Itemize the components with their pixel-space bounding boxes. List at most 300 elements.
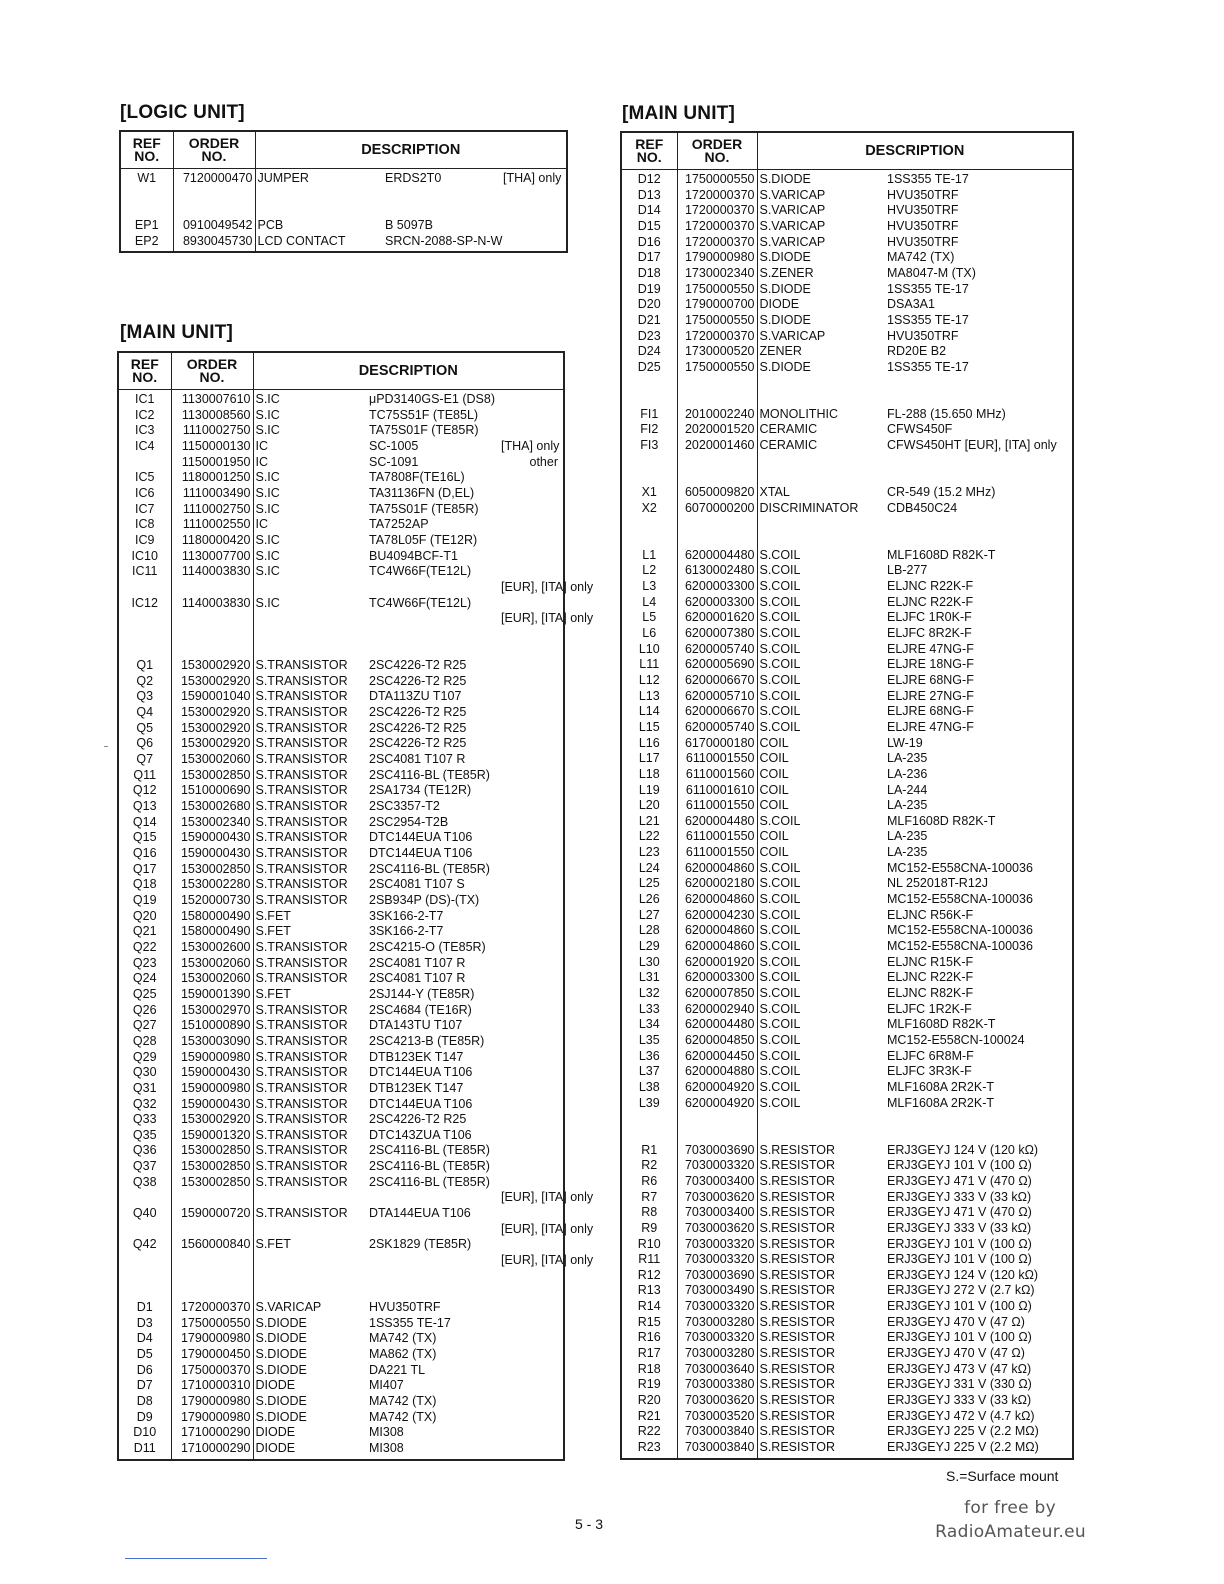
part-model-cell: MLF1608D R82K-T [887, 1017, 996, 1032]
order-no-cell: 1130007700 [171, 549, 253, 565]
part-note-cell [501, 658, 564, 674]
part-model-cell [385, 202, 503, 218]
part-model-cell: MA742 (TX) [369, 1331, 437, 1346]
ref-no-cell: L6 [621, 626, 677, 642]
order-no-cell: 1590000720 [171, 1206, 253, 1222]
part-type-cell: DISCRIMINATOR [759, 500, 859, 515]
part-model-cell: HVU350TRF [887, 328, 959, 343]
part-type-cell: S.TRANSISTOR [255, 1033, 348, 1048]
table-row [118, 721, 564, 737]
part-type-cell: S.RESISTOR [759, 1142, 835, 1157]
part-type-cell: S.TRANSISTOR [255, 1065, 348, 1080]
table-row [120, 218, 567, 234]
order-no-cell: 1530002340 [171, 815, 253, 831]
table-row [118, 862, 564, 878]
table-row [118, 1347, 564, 1363]
ref-no-cell: Q13 [118, 799, 171, 815]
ref-no-cell: L21 [621, 814, 677, 830]
table-row [621, 313, 1073, 329]
ref-no-cell [621, 469, 677, 485]
part-model-cell: ERJ3GEYJ 470 V (47 Ω) [887, 1314, 1025, 1329]
table-row [118, 909, 564, 925]
table-row [621, 1283, 1073, 1299]
part-type-cell: S.TRANSISTOR [255, 846, 348, 860]
part-note-cell [501, 736, 564, 752]
ref-no-cell [118, 580, 171, 596]
order-no-cell: 6200005740 [677, 720, 757, 736]
order-no-cell: 1530002920 [171, 658, 253, 674]
ref-no-cell: Q24 [118, 971, 171, 987]
ref-no-cell: IC6 [118, 486, 171, 502]
ref-no-cell: L36 [621, 1049, 677, 1065]
part-note-cell [501, 783, 564, 799]
ref-no-cell: FI2 [621, 422, 677, 438]
table-row [120, 202, 567, 218]
order-no-cell: 6200002180 [677, 876, 757, 892]
ref-no-cell: R9 [621, 1221, 677, 1237]
ref-no-cell: Q28 [118, 1034, 171, 1050]
part-type-cell: S.FET [255, 1237, 291, 1252]
ref-no-cell [621, 1127, 677, 1143]
order-no-cell: 1790000700 [677, 297, 757, 313]
part-type-cell: COIL [759, 829, 789, 844]
ref-no-cell [118, 642, 171, 658]
order-no-cell: 6200001620 [677, 610, 757, 626]
order-no-cell: 6200007380 [677, 626, 757, 642]
part-model-cell: LB-277 [887, 563, 928, 578]
part-type-cell: LCD CONTACT [257, 233, 346, 248]
table-row [621, 1096, 1073, 1112]
ref-no-cell [120, 187, 173, 203]
part-model-cell: TA7252AP [369, 517, 429, 532]
order-no-cell: 1530002920 [171, 1112, 253, 1128]
table-row [621, 751, 1073, 767]
part-model-cell: ERJ3GEYJ 124 V (120 kΩ) [887, 1142, 1039, 1157]
part-note-cell [501, 1175, 564, 1191]
table-row [118, 1331, 564, 1347]
part-type-cell: S.TRANSISTOR [255, 720, 348, 735]
part-note-cell [501, 799, 564, 815]
part-note-cell [501, 909, 564, 925]
part-note-cell [501, 1441, 564, 1460]
table-row [118, 1112, 564, 1128]
part-type-cell: S.IC [255, 548, 280, 563]
ref-no-cell: Q42 [118, 1237, 171, 1253]
part-type-cell [253, 1269, 369, 1285]
table-row [118, 940, 564, 956]
part-model-cell: ERJ3GEYJ 470 V (47 Ω) [887, 1346, 1025, 1361]
table-row [621, 1033, 1073, 1049]
part-type-cell: S.FET [255, 986, 291, 1001]
part-note-cell [501, 1269, 564, 1285]
part-note-cell [501, 564, 564, 580]
order-no-cell: 1150000130 [171, 439, 253, 455]
ref-no-cell: X2 [621, 501, 677, 517]
part-type-cell: S.COIL [759, 657, 801, 672]
table-row [118, 674, 564, 690]
ref-no-cell: L32 [621, 986, 677, 1002]
part-model-cell: MC152-E558CNA-100036 [887, 860, 1033, 875]
part-type-cell: S.COIL [759, 860, 801, 875]
part-type-cell: S.COIL [759, 594, 801, 609]
order-no-cell: 7030003320 [677, 1299, 757, 1315]
order-no-cell: 1750000550 [677, 313, 757, 329]
part-type-cell [253, 1253, 369, 1269]
ref-no-cell: L17 [621, 751, 677, 767]
part-model-cell [887, 1127, 1073, 1143]
part-type-cell: JUMPER [257, 171, 309, 185]
order-no-cell: 6110001550 [677, 829, 757, 845]
table-row [118, 642, 564, 658]
part-model-cell: DA221 TL [369, 1362, 426, 1377]
table-row [118, 1269, 564, 1285]
order-no-cell: 1750000370 [171, 1363, 253, 1379]
part-type-cell [253, 1222, 369, 1238]
part-model-cell: TA7808F(TE16L) [369, 470, 465, 485]
order-no-cell: 1720000370 [677, 219, 757, 235]
ref-no-cell: IC1 [118, 390, 171, 408]
order-no-cell: 6200004920 [677, 1080, 757, 1096]
part-model-cell: MA742 (TX) [369, 1393, 437, 1408]
table-row [621, 438, 1073, 454]
ref-no-cell: L20 [621, 798, 677, 814]
part-model-cell: 2SA1734 (TE12R) [369, 783, 472, 798]
order-no-cell: 1790000980 [677, 250, 757, 266]
ref-no-cell: D20 [621, 297, 677, 313]
order-no-cell: 7030003320 [677, 1237, 757, 1253]
part-model-cell: 2SC4226-T2 R25 [369, 705, 467, 720]
table-row [118, 1222, 564, 1238]
part-note-cell [501, 1206, 564, 1222]
table-row [621, 1393, 1073, 1409]
part-model-cell: ERJ3GEYJ 225 V (2.2 MΩ) [887, 1424, 1039, 1439]
ref-no-cell: L30 [621, 955, 677, 971]
part-model-cell: HVU350TRF [887, 187, 959, 202]
part-type-cell [757, 1111, 887, 1127]
part-note-cell [501, 971, 564, 987]
ref-no-cell [621, 391, 677, 407]
part-type-cell: S.COIL [759, 970, 801, 985]
order-no-cell: 1580000490 [171, 909, 253, 925]
table-row [621, 1205, 1073, 1221]
order-no-cell: 1750000550 [677, 170, 757, 188]
order-no-cell: 1710000290 [171, 1441, 253, 1460]
ref-no-cell: L39 [621, 1096, 677, 1112]
part-type-cell: S.COIL [759, 641, 801, 656]
part-note-cell [501, 1347, 564, 1363]
part-model-cell: 1SS355 TE-17 [369, 1315, 451, 1330]
ref-no-cell [118, 1253, 171, 1269]
table-row [118, 1128, 564, 1144]
table-row [118, 752, 564, 768]
part-type-cell: S.TRANSISTOR [255, 877, 348, 892]
table-row [621, 376, 1073, 392]
part-type-cell: DIODE [255, 1378, 296, 1393]
part-type-cell: S.RESISTOR [759, 1408, 835, 1423]
table-row [118, 1284, 564, 1300]
part-model-cell: MA862 (TX) [369, 1346, 437, 1361]
table-row [118, 564, 564, 580]
part-type-cell: S.TRANSISTOR [255, 1002, 348, 1017]
ref-no-cell: L25 [621, 876, 677, 892]
ref-no-cell: W1 [120, 169, 173, 187]
part-note-cell [501, 390, 564, 408]
part-model-cell: 2SC4226-T2 R25 [369, 1112, 467, 1127]
part-type-cell: S.COIL [759, 672, 801, 687]
part-model-cell: MI407 [369, 1378, 404, 1393]
part-note-cell [501, 830, 564, 846]
table-row [118, 470, 564, 486]
order-no-cell [677, 376, 757, 392]
part-model-cell: ERJ3GEYJ 333 V (33 kΩ) [887, 1189, 1032, 1204]
part-note-cell [501, 846, 564, 862]
order-no-cell: 1560000840 [171, 1237, 253, 1253]
part-model-cell: ELJFC 1R0K-F [887, 610, 972, 625]
order-no-cell: 6200005690 [677, 657, 757, 673]
order-no-cell: 1790000980 [171, 1394, 253, 1410]
part-model-cell: LW-19 [887, 735, 923, 750]
part-note-cell [501, 1237, 564, 1253]
table-row [621, 1362, 1073, 1378]
main-unit-right-heading: [MAIN UNIT] [622, 103, 736, 124]
ref-no-cell: Q16 [118, 846, 171, 862]
part-type-cell: S.COIL [759, 986, 801, 1001]
ref-no-cell: L28 [621, 923, 677, 939]
ref-no-cell: X1 [621, 485, 677, 501]
table-row [621, 986, 1073, 1002]
bottom-rule [125, 1558, 267, 1559]
part-type-cell: S.RESISTOR [759, 1377, 835, 1392]
part-type-cell [255, 187, 385, 203]
ref-no-cell: Q38 [118, 1175, 171, 1191]
part-model-cell [369, 1222, 501, 1238]
order-no-cell [677, 516, 757, 532]
order-no-cell: 1530002680 [171, 799, 253, 815]
part-model-cell: μPD3140GS-E1 (DS8) [369, 392, 496, 406]
order-no-cell: 6170000180 [677, 736, 757, 752]
part-model-cell [385, 187, 503, 203]
order-no-cell: 1110002750 [171, 423, 253, 439]
part-model-cell: ERJ3GEYJ 101 V (100 Ω) [887, 1299, 1032, 1314]
part-model-cell: LA-236 [887, 766, 928, 781]
part-model-cell [369, 642, 501, 658]
part-model-cell: 2SC4684 (TE16R) [369, 1002, 472, 1017]
part-type-cell: S.RESISTOR [759, 1299, 835, 1314]
table-row [621, 454, 1073, 470]
ref-no-cell: D8 [118, 1394, 171, 1410]
table-row [118, 1143, 564, 1159]
part-note-cell [501, 689, 564, 705]
part-type-cell: XTAL [759, 485, 790, 500]
part-model-cell: FL-288 (15.650 MHz) [887, 406, 1006, 421]
table-row [118, 1394, 564, 1410]
table-row [621, 188, 1073, 204]
ref-no-cell: D21 [621, 313, 677, 329]
table-row [621, 266, 1073, 282]
part-model-cell: ELJRE 47NG-F [887, 719, 974, 734]
order-no-cell: 1530002060 [171, 956, 253, 972]
table-row [621, 704, 1073, 720]
part-model-cell: TA75S01F (TE85R) [369, 501, 479, 516]
order-no-cell: 6200003300 [677, 970, 757, 986]
order-no-cell: 6200004480 [677, 814, 757, 830]
ref-no-cell: L12 [621, 673, 677, 689]
part-model-cell: MA742 (TX) [887, 250, 955, 265]
ref-no-cell: EP1 [120, 218, 173, 234]
part-type-cell: CERAMIC [759, 438, 818, 453]
order-no-cell: 6200004860 [677, 861, 757, 877]
part-type-cell: COIL [759, 751, 789, 766]
table-row [621, 923, 1073, 939]
order-no-cell: 1520000730 [171, 893, 253, 909]
ref-no-cell: L2 [621, 563, 677, 579]
ref-no-cell: Q6 [118, 736, 171, 752]
table-row [118, 533, 564, 549]
table-row [118, 689, 564, 705]
part-type-cell: S.RESISTOR [759, 1346, 835, 1361]
order-no-cell: 2010002240 [677, 407, 757, 423]
part-model-cell: ELJFC 6R8M-F [887, 1048, 974, 1063]
order-no-cell: 1580000490 [171, 924, 253, 940]
part-model-cell: 2SC4081 T107 S [369, 877, 465, 892]
ref-no-cell: R16 [621, 1330, 677, 1346]
table-row [621, 610, 1073, 626]
ref-no-cell: L4 [621, 595, 677, 611]
table-row [621, 235, 1073, 251]
ref-no-cell: L11 [621, 657, 677, 673]
table-row [621, 422, 1073, 438]
part-type-cell: COIL [759, 782, 789, 797]
part-note-cell [501, 517, 564, 533]
ref-no-cell: Q12 [118, 783, 171, 799]
part-type-cell: S.COIL [759, 892, 801, 907]
order-no-cell: 1720000370 [677, 188, 757, 204]
ref-no-cell: Q2 [118, 674, 171, 690]
order-no-cell [171, 1222, 253, 1238]
ref-no-cell: Q11 [118, 768, 171, 784]
order-no-cell [171, 580, 253, 596]
ref-no-cell: Q4 [118, 705, 171, 721]
table-row [621, 1409, 1073, 1425]
order-no-cell: 1720000370 [677, 329, 757, 345]
part-type-cell [253, 580, 369, 596]
part-note-cell [501, 1065, 564, 1081]
order-no-cell: 6200005740 [677, 642, 757, 658]
ref-no-cell: Q17 [118, 862, 171, 878]
part-type-cell: S.DIODE [759, 281, 811, 296]
margin-mark [104, 746, 108, 747]
table-row [621, 1330, 1073, 1346]
table-row [621, 563, 1073, 579]
order-no-cell: 7030003520 [677, 1409, 757, 1425]
table-row [118, 517, 564, 533]
ref-no-header: REF NO. [118, 352, 171, 390]
table-row [118, 1003, 564, 1019]
part-model-cell [887, 1111, 1073, 1127]
part-note-cell [501, 877, 564, 893]
ref-no-cell: R17 [621, 1346, 677, 1362]
part-model-cell: DTC144EUA T106 [369, 1096, 473, 1111]
table-row [118, 971, 564, 987]
ref-no-cell: R22 [621, 1424, 677, 1440]
table-row [118, 1253, 564, 1269]
part-model-cell: MLF1608A 2R2K-T [887, 1079, 994, 1094]
part-type-cell: S.TRANSISTOR [255, 892, 348, 907]
part-model-cell: DTA113ZU T107 [369, 689, 462, 704]
table-row [621, 876, 1073, 892]
order-no-cell: 1110002750 [171, 502, 253, 518]
ref-no-cell: IC7 [118, 502, 171, 518]
order-no-cell: 6050009820 [677, 485, 757, 501]
ref-no-cell: IC3 [118, 423, 171, 439]
description-header: DESCRIPTION [255, 131, 567, 169]
order-no-cell: 7030003690 [677, 1143, 757, 1159]
part-note-cell [501, 533, 564, 549]
ref-no-cell: R12 [621, 1268, 677, 1284]
part-note-cell [501, 470, 564, 486]
table-row [621, 1377, 1073, 1393]
order-no-cell [171, 627, 253, 643]
ref-no-cell [118, 1190, 171, 1206]
part-type-cell: S.TRANSISTOR [255, 1096, 348, 1111]
part-type-cell: S.DIODE [255, 1409, 307, 1424]
part-type-cell: S.DIODE [255, 1315, 307, 1330]
order-no-cell: 7030003690 [677, 1268, 757, 1284]
order-no-cell: 1710000290 [171, 1425, 253, 1441]
part-type-cell: S.COIL [759, 923, 801, 938]
part-model-cell: TA31136FN (D,EL) [369, 485, 475, 500]
order-no-cell: 1140003830 [171, 596, 253, 612]
ref-no-cell: D23 [621, 329, 677, 345]
table-row [621, 908, 1073, 924]
part-note-cell [501, 862, 564, 878]
part-type-cell: IC [255, 438, 268, 453]
table-row [118, 815, 564, 831]
ref-no-header: REF NO. [621, 132, 677, 170]
part-model-cell [369, 1253, 501, 1269]
table-row [621, 798, 1073, 814]
order-no-header: ORDER NO. [171, 352, 253, 390]
ref-no-cell: Q14 [118, 815, 171, 831]
order-no-cell: 6200003300 [677, 579, 757, 595]
part-type-cell: S.TRANSISTOR [255, 673, 348, 688]
part-model-cell [369, 611, 501, 627]
part-type-cell: S.IC [255, 532, 280, 547]
part-note-cell [501, 1300, 564, 1316]
order-no-cell [677, 469, 757, 485]
table-row [621, 1190, 1073, 1206]
part-model-cell: DTC144EUA T106 [369, 1065, 473, 1080]
part-model-cell: MLF1608D R82K-T [887, 547, 996, 562]
ref-no-cell: Q27 [118, 1018, 171, 1034]
part-type-cell: S.TRANSISTOR [255, 1174, 348, 1189]
part-type-cell: COIL [759, 798, 789, 813]
part-note-cell [501, 956, 564, 972]
order-no-cell [677, 1111, 757, 1127]
part-note-cell [501, 1081, 564, 1097]
part-model-cell [887, 516, 1073, 532]
ref-no-cell: D6 [118, 1363, 171, 1379]
table-row [118, 1300, 564, 1316]
part-type-cell: S.TRANSISTOR [255, 689, 348, 704]
part-model-cell: 2SC4226-T2 R25 [369, 736, 467, 751]
part-model-cell: TC4W66F(TE12L) [369, 595, 472, 610]
part-model-cell: MI308 [369, 1440, 404, 1455]
order-no-cell: 1530002920 [171, 721, 253, 737]
ref-no-cell [118, 627, 171, 643]
table-row [621, 1127, 1073, 1143]
part-type-cell: S.TRANSISTOR [255, 767, 348, 782]
